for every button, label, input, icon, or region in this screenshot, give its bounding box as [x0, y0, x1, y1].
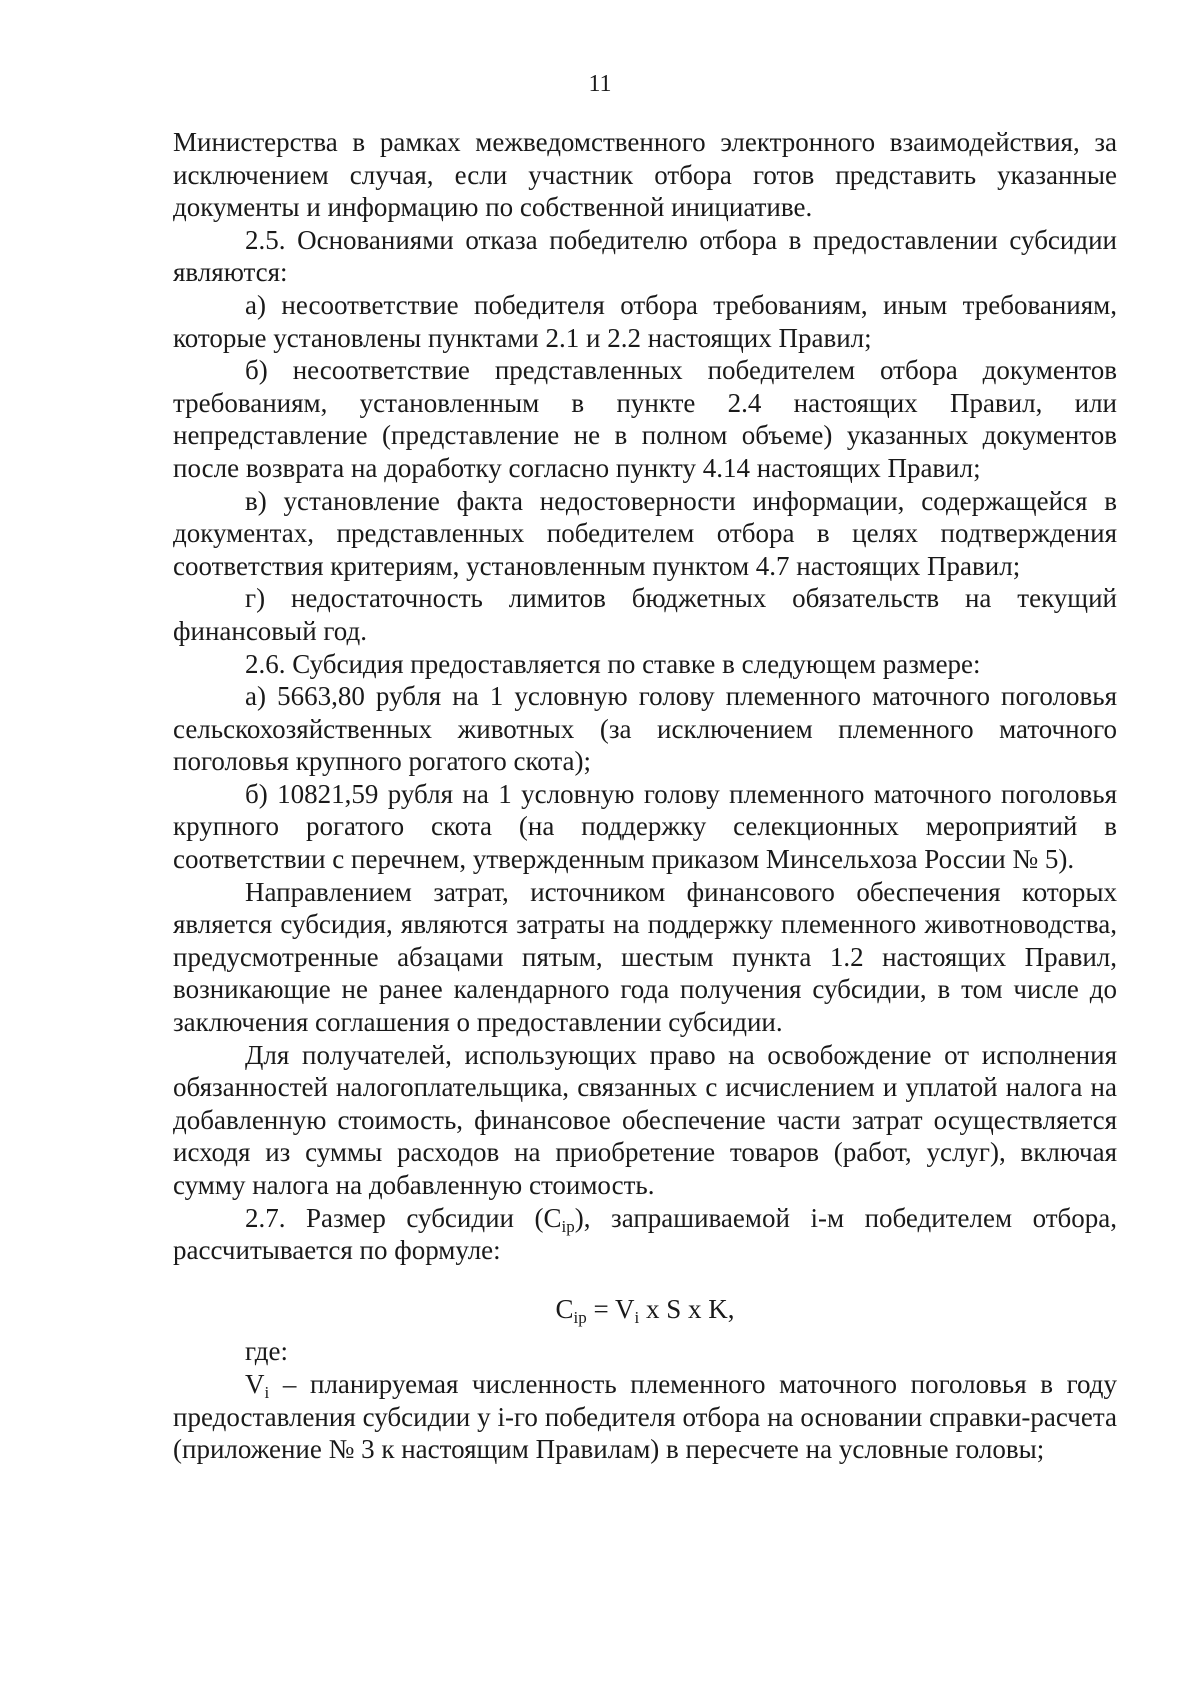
paragraph-vat-exemption: Для получателей, использующих право на освобождение от исполнения обязанностей налогоплательщика, связанных с исчислением и уплатой налога на добавленную стоимость, финансовое обеспечение части затрат осуществляется исходя из суммы расходов на приобретение товаров (работ, услуг), включая сумму налога на добавленную стоимость.	[173, 1039, 1117, 1200]
paragraph-2-5-g: г) недостаточность лимитов бюджетных обязательств на текущий финансовый год.	[173, 583, 1117, 646]
subsidy-formula: $С_{ip} = V_i$ x S x K,	[555, 1293, 735, 1327]
document-body	[173, 126, 1117, 1466]
paragraph-ministry-docs: Министерства в рамках межведомственного электронного взаимодействия, за исключением случая, если участник отбора готов представить указанные документы и информацию по собственной инициативе.	[173, 127, 1117, 223]
paragraph-2-6-a: а) 5663,80 рубля на 1 условную голову племенного маточного поголовья сельскохозяйственных животных (за исключением племенного маточного поголовья крупного рогатого скота);	[173, 681, 1117, 777]
paragraph-2-5-a: а) несоответствие победителя отбора требованиям, иным требованиям, которые установлены пунктами 2.1 и 2.2 настоящих Правил;	[173, 289, 1117, 353]
paragraph-2-7: 2.7. Размер субсидии $(С_{ip})$, запрашиваемой i-м победителем отбора, рассчитывается по формуле:	[173, 1202, 1117, 1266]
paragraph-2-5-b: б) несоответствие представленных победителем отбора документов требованиям, установленным в пункте 2.4 настоящих Правил, или непредставление (представление не в полном объеме) указанных документов после возврата на доработку согласно пункту 4.14 настоящих Правил;	[173, 355, 1117, 483]
paragraph-2-5-v: в) установление факта недостоверности информации, содержащейся в документах, представленных победителем отбора в целях подтверждения соответствия критериям, установленным пунктом 4.7 настоящих Правил;	[173, 485, 1117, 581]
paragraph-cost-direction: Направлением затрат, источником финансового обеспечения которых является субсидия, являются затраты на поддержку племенного животноводства, предусмотренные абзацами пятым, шестым пункта 1.2 настоящих Правил, возникающие не ранее календарного года получения субсидии, в том числе до заключения соглашения о предоставлении субсидии.	[173, 876, 1117, 1038]
paragraph-2-6-b: б) 10821,59 рубля на 1 условную голову племенного маточного поголовья крупного рогатого скота (на поддержку селекционных мероприятий в соответствии с перечнем, утвержденным приказом Минсельхоза России № 5).	[173, 778, 1117, 875]
paragraph-2-5: 2.5. Основаниями отказа победителю отбора в предоставлении субсидии являются:	[173, 224, 1117, 288]
page-number: 11	[588, 71, 612, 97]
paragraph-where: где:	[245, 1336, 288, 1367]
paragraph-vi-definition: $V_i$ – планируемая численность племенного маточного поголовья в году предоставления субсидии у i-го победителя отбора на основании справки-расчета (приложение № 3 к настоящим Правилам) в пересчете на условные головы;	[173, 1368, 1117, 1465]
paragraph-2-6: 2.6. Субсидия предоставляется по ставке в следующем размере:	[245, 648, 981, 679]
